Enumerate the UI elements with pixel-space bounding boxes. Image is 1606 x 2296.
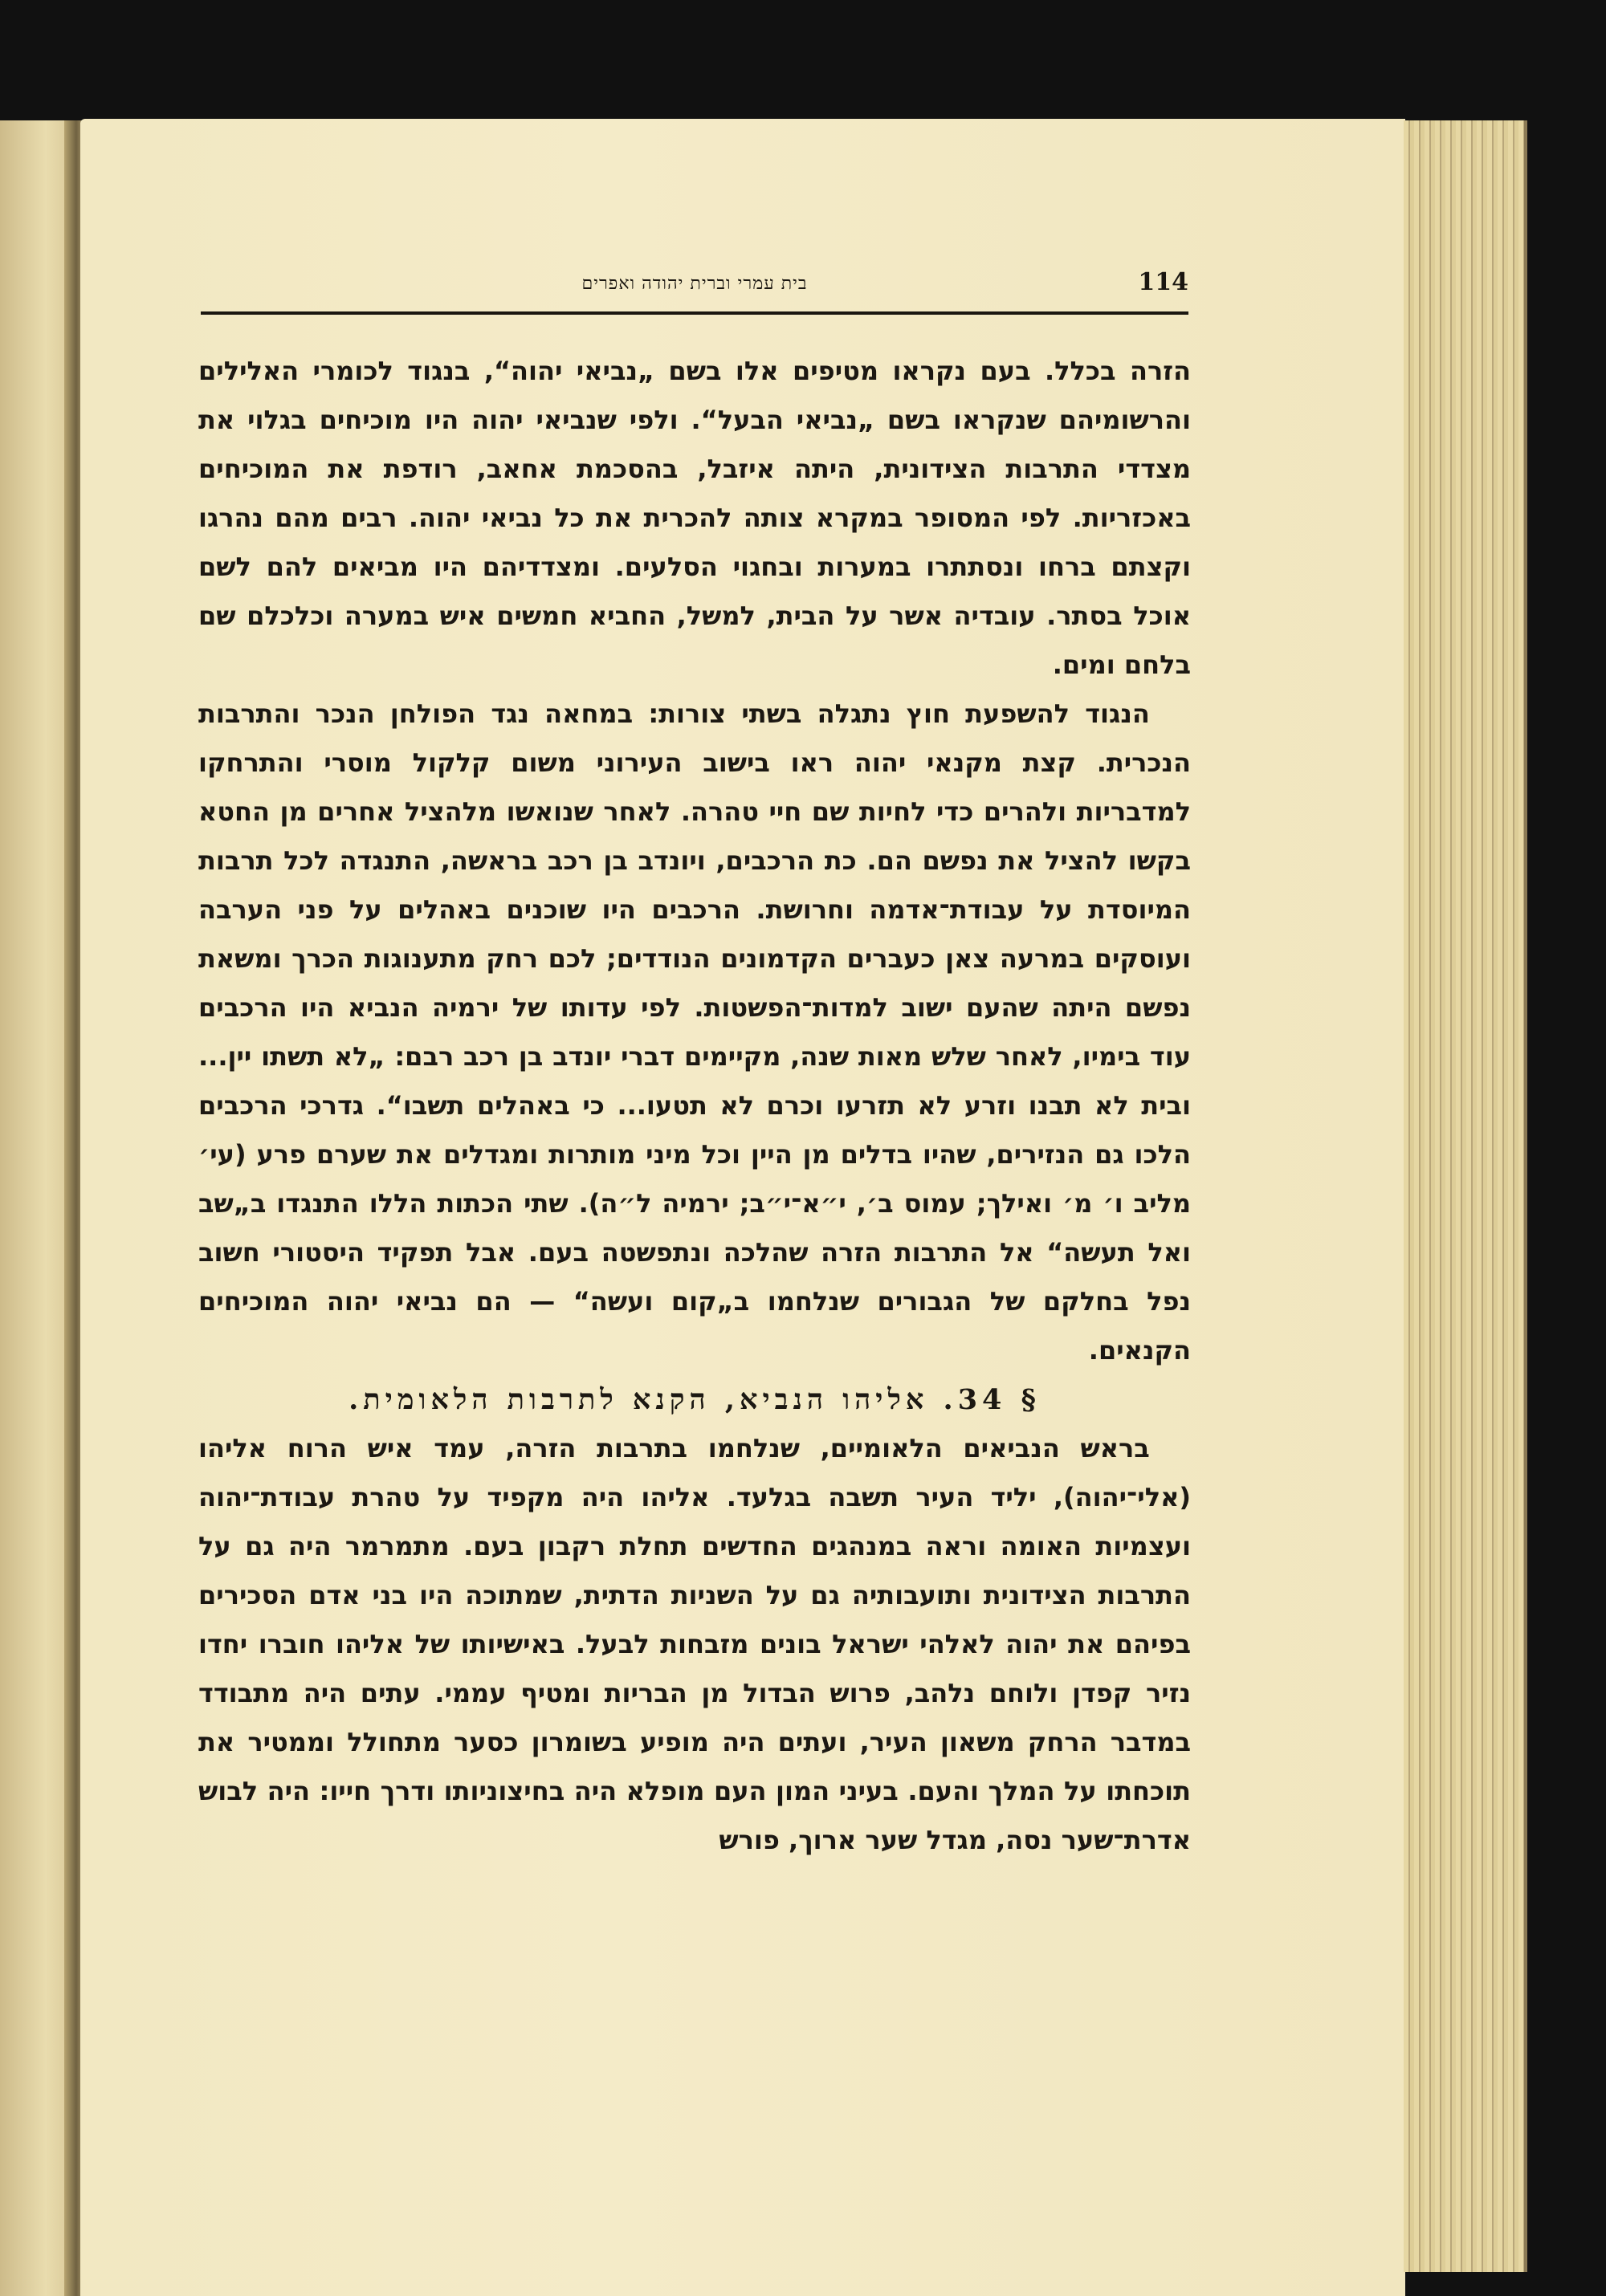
paragraph: הנגוד להשפעת חוץ נתגלה בשתי צורות: במחאה נגד הפולחן הנכר והתרבות הנכרית. קצת מקנאי יהוה ראו בישוב העירוני משום קלקול מוסרי והתרחקו למדבריות ולהרים כדי לחיות שם חיי טהרה. לאחר שנואשו מלהציל אחרים מן החטא בקשו להציל את נפשם הם. כת הרכבים, ויונדב בן רכב בראשה, התנגדה לכל תרבות המיוסדת על עבודת־אדמה וחרושת. הרכבים היו שוכנים באהלים על פני הערבה ועוסקים במרעה צאן כעברים הקדמונים הנודדים; לכם רחק מתענוגות הכרך ומשאת נפשם היתה שהעם ישוב למדות־הפשטות. לפי עדותו של ירמיה הנביא היו הרכבים עוד בימיו, לאחר שלש מאות שנה, מקיימים דברי יונדב בן רכב רבם: „לא תשתו יין... ובית לא תבנו וזרע לא תזרעו וכרם לא תטעו... כי באהלים תשבו“. גדרכי הרכבים הלכו גם הנזירים, שהיו בדלים מן היין וכל מיני מותרות ומגדלים את שערם פרע (עי׳ מליב ו׳ מ׳ ואילך; עמוס ב׳, י״א־י״ב; ירמיה ל״ה). שתי הכתות הללו התנגדו ב„שב ואל תעשה“ אל התרבות הזרה שהלכה ונתפשטה בעם. אבל תפקיד היסטורי חשוב נפל בחלקם של הגבורים שנלחמו ב„קום ועשה“ — הם נביאי יהוה המוכיחים הקנאים. [198, 698, 1191, 1366]
running-head: בית עמרי וברית יהודה ואפרים [581, 274, 808, 294]
page-header [201, 257, 1188, 313]
header-rule [201, 311, 1188, 315]
page-body [198, 347, 1191, 1865]
paragraph: בראש הנביאים הלאומיים, שנלחמו בתרבות הזרה, עמד איש הרוח אליהו (אלי־יהוה), יליד העיר תשבה בגלעד. אליהו היה מקפיד על טהרת עבודת־יהוה ועצמיות האומה וראה במנהגים החדשים תחלת רקבון בעם. מתמרמר היה גם על התרבות הצידונית ותועבותיה גם על השניות הדתית, שמתוכה היו בני אדם הסכירים בפיהם את יהוה לאלהי ישראל בונים מזבחות לבעל. באישיותו של אליהו חוברו יחדו נזיר קפדן ולוחם נלהב, פרוש הבדול מן הבריות ומטיף עממי. עתים היה מתבודד במדבר הרחק משאון העיר, ועתים היה מופיע בשומרון כסער מתחולל וממטיר את תוכחתו על המלך והעם. בעיני המון העם מופלא היה בחיצוניותו ודרך חייו: היה לבוש אדרת־שער נסה, מגדל שער ארוך, פורש [198, 1433, 1191, 1855]
page-edges [1404, 120, 1527, 2272]
section-heading: § 34. אליהו הנביא, הקנא לתרבות הלאומית. [349, 1383, 1041, 1416]
paragraph: הזרה בכלל. בעם נקראו מטיפים אלו בשם „נביאי יהוה“, בנגוד לכומרי האלילים והרשומיהם שנקראו בשם „נביאי הבעל“. ולפי שנביאי יהוה היו מוכיחים בגלוי את מצדדי התרבות הצידונית, היתה איזבל, בהסכמת אחאב, רודפת את המוכיחים באכזריות. לפי המסופר במקרא צותה להכרית את כל נביאי יהוה. רבים מהם נהרגו וקצתם ברחו ונסתתרו במערות ובחגוי הסלעים. ומצדדיהם היו מביאים להם לשם אוכל בסתר. עובדיה אשר על הבית, למשל, החביא חמשים איש במערה וכלכלם שם בלחם ומים. [198, 356, 1191, 680]
page-number: 114 [1138, 268, 1188, 296]
